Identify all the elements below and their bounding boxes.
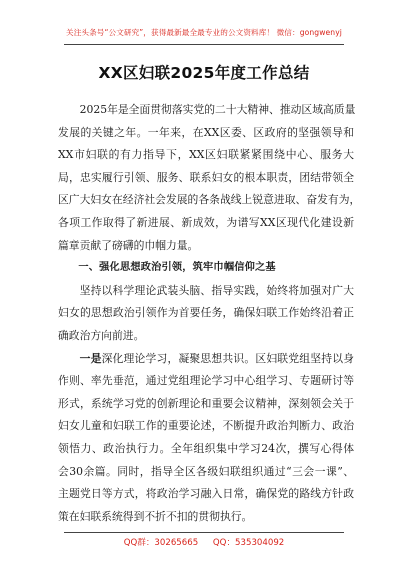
paragraph-line: 篇章贡献了磅礴的巾帼力量。 (58, 238, 199, 252)
paragraph-line: 确政治方向前进。 (58, 328, 145, 342)
footer-banner (0, 536, 408, 548)
paragraph-line: 区广大妇女在经济社会发展的各条战线上锐意进取、奋发有为， (58, 193, 361, 207)
paragraph-line: 作则、率先垂范，通过党组理论学习中心组学习、专题研讨等 (58, 374, 354, 388)
paragraph-line: 会30余篇。同时，指导全区各级妇联组织通过“三会一课”、 (58, 464, 354, 478)
paragraph-line (58, 348, 354, 371)
paragraph-line: 坚持以科学理论武装头脑、指导实践，始终将加强对广大 (79, 283, 354, 297)
point-lead: 一是 (79, 351, 102, 365)
intro-paragraph (58, 99, 361, 257)
document-body (58, 99, 361, 528)
paragraph-line: 形式，系统学习党的创新理论和重要会议精神，深刻领会关于 (58, 396, 354, 410)
paragraph-line: XX市妇联的有力指导下，XX区妇联紧紧围绕中心、服务大 (58, 148, 354, 162)
paragraph-line: 各项工作取得了新进展、新成效，为谱写XX区现代化建设新 (58, 215, 354, 229)
footer-divider (64, 532, 344, 533)
section-heading: 一、强化思想政治引领，筑牢巾帼信仰之基 (78, 262, 276, 274)
paragraph-line: 领悟力、政治执行力。全年组织集中学习24次，撰写心得体 (58, 441, 354, 455)
paragraph-line: 妇女儿童和妇联工作的重要论述，不断提升政治判断力、政治 (58, 419, 354, 433)
footer-qq-group: QQ群：30265665 (123, 538, 199, 548)
paragraph-line: 策在妇联系统得到不折不扣的贯彻执行。 (58, 509, 253, 523)
header-banner: 关注头条号“公文研究”，获得最新最全最专业的公文资料库！ 微信：gongwenyj (66, 28, 342, 37)
document-title: XX区妇联2025年度工作总结 (98, 64, 310, 82)
paragraph-line: 主题党日等方式，将政治学习融入日常，确保党的路线方针政 (58, 487, 354, 501)
paragraph-line: 局，忠实履行引领、服务、联系妇女的根本职责，团结带领全 (58, 170, 354, 184)
paragraph-line: 妇女的思想政治引领作为首要任务，确保妇联工作始终沿着正 (58, 306, 354, 320)
header-divider (64, 44, 344, 45)
point1-paragraph (58, 348, 354, 529)
footer-qq: QQ：535304092 (212, 538, 285, 548)
paragraph-line: 2025年是全面贯彻落实党的二十大精神、推动区域高质量 (79, 103, 356, 116)
point-text: 深化理论学习，凝聚思想共识。区妇联党组坚持以身 (101, 351, 354, 365)
paragraph-line: 发展的关键之年。一年来，在XX区委、区政府的坚强领导和 (58, 125, 354, 139)
section1-paragraph (58, 280, 354, 348)
